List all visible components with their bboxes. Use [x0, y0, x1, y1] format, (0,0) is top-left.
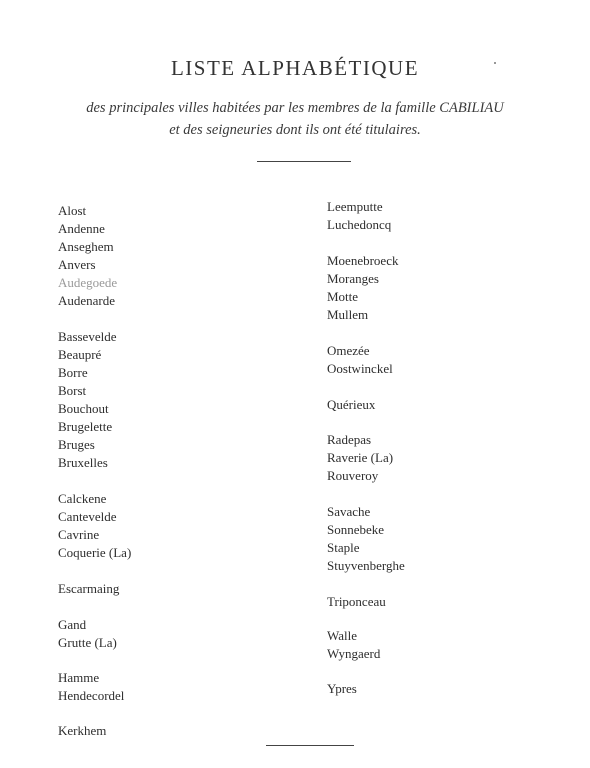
top-divider [257, 161, 351, 162]
place-name: Luchedoncq [327, 217, 392, 232]
place-name: Stuyvenberghe [327, 558, 405, 573]
place-name: Bruxelles [58, 455, 108, 470]
place-name: Escarmaing [58, 581, 120, 596]
place-name: Mullem [327, 307, 369, 322]
place-name: Walle [327, 628, 357, 643]
place-name: Andenne [58, 221, 105, 236]
place-name: Anseghem [58, 239, 114, 254]
place-name: Bruges [58, 437, 95, 452]
place-name: Quérieux [327, 397, 376, 412]
place-name: Audegoede [58, 275, 118, 290]
place-name: Raverie (La) [327, 450, 394, 465]
place-name: Calckene [58, 491, 107, 506]
place-name: Anvers [58, 257, 96, 272]
place-name: Wyngaerd [327, 646, 381, 661]
place-name: Grutte (La) [58, 635, 117, 650]
ink-speck [494, 62, 496, 64]
bottom-divider [266, 745, 354, 746]
place-name: Borst [58, 383, 87, 398]
place-name: Rouveroy [327, 468, 379, 483]
place-name: Cavrine [58, 527, 100, 542]
place-name: Beaupré [58, 347, 102, 362]
place-name: Audenarde [58, 293, 116, 308]
place-name: Borre [58, 365, 88, 380]
place-name: Oostwinckel [327, 361, 393, 376]
place-name: Bassevelde [58, 329, 117, 344]
place-name: Moenebroeck [327, 253, 399, 268]
subtitle-line-1: des principales villes habitées par les membres de la famille CABILIAU [86, 100, 504, 116]
place-name: Sonnebeke [327, 522, 385, 537]
place-name: Hendecordel [58, 688, 125, 703]
place-name: Leemputte [327, 199, 383, 214]
place-name: Omezée [327, 343, 370, 358]
place-name: Savache [327, 504, 371, 519]
place-name: Triponceau [327, 594, 386, 609]
place-name: Alost [58, 203, 87, 218]
subtitle-line-2: et des seigneuries dont ils ont été titulaires. [169, 122, 421, 138]
place-name: Kerkhem [58, 723, 107, 738]
page-title: LISTE ALPHABÉTIQUE [170, 56, 420, 80]
place-name: Moranges [327, 271, 379, 286]
place-name: Radepas [327, 432, 372, 447]
place-name: Hamme [58, 670, 100, 685]
place-name: Cantevelde [58, 509, 117, 524]
place-name: Bouchout [58, 401, 109, 416]
place-name: Ypres [327, 681, 357, 696]
place-name: Motte [327, 289, 359, 304]
place-name: Brugelette [58, 419, 113, 434]
place-name: Staple [327, 540, 360, 555]
place-name: Coquerie (La) [58, 545, 132, 560]
place-name: Gand [58, 617, 87, 632]
